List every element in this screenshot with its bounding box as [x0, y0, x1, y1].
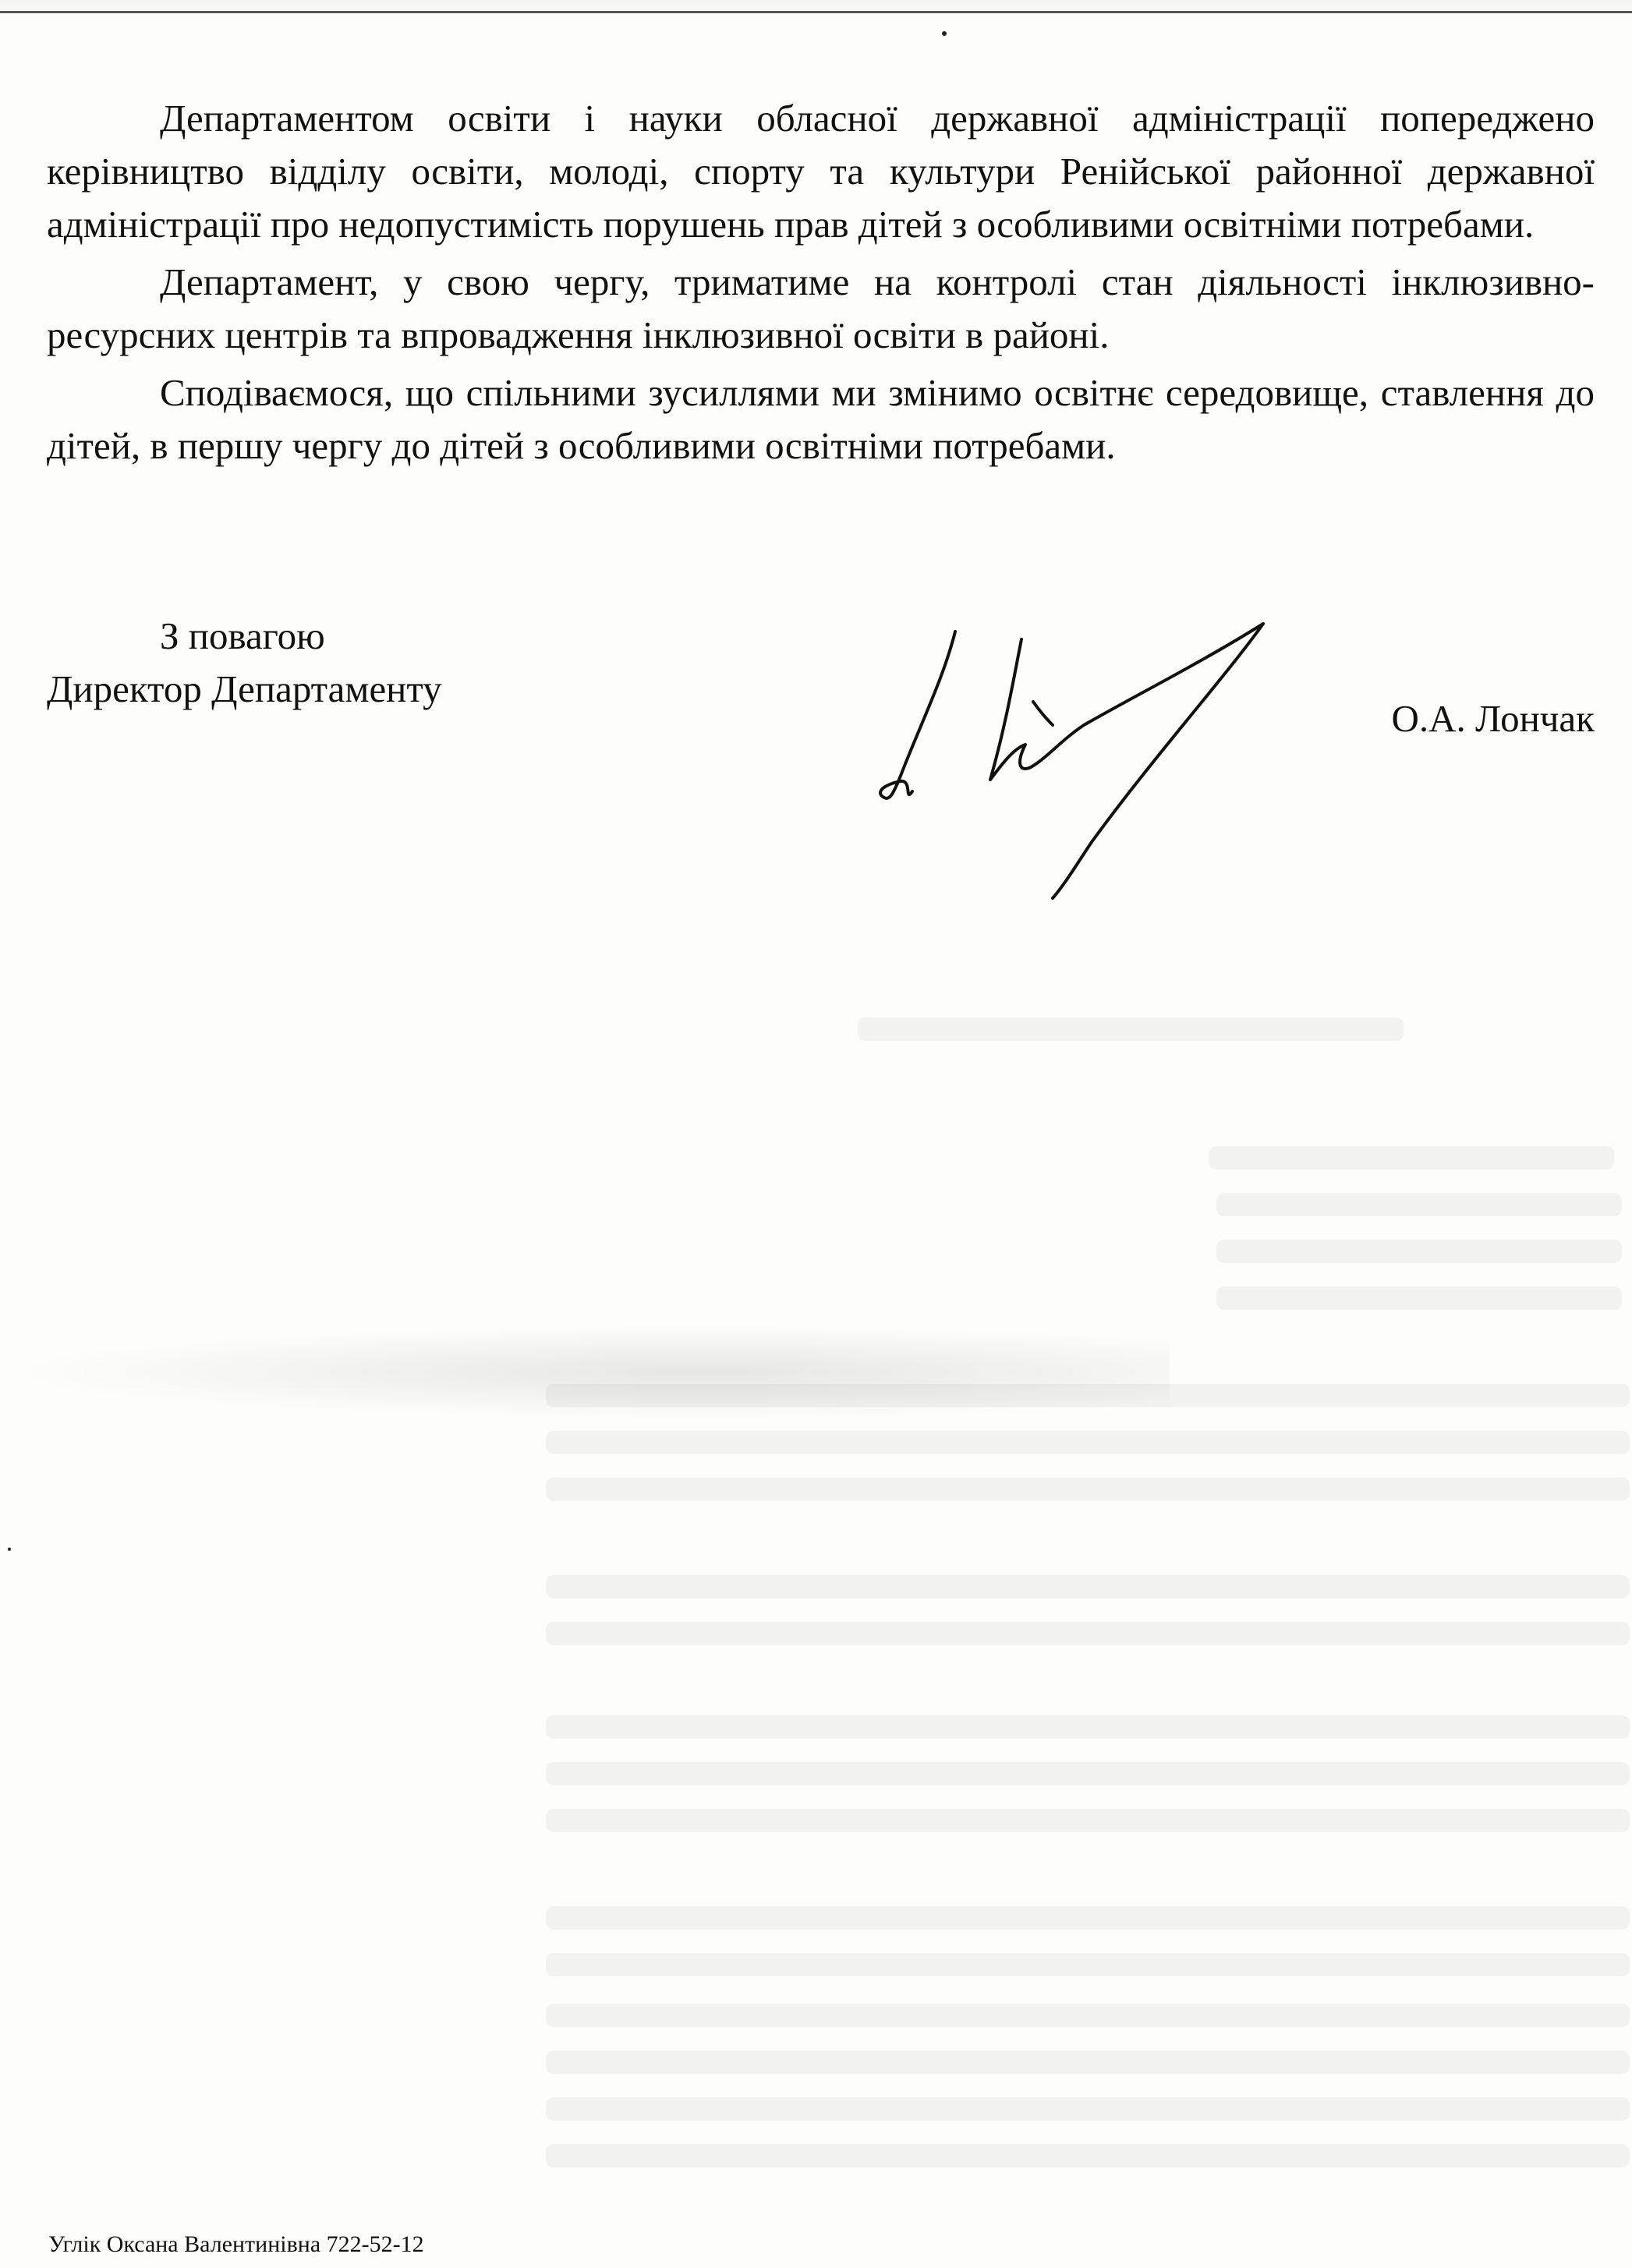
signer-position: Директор Департаменту: [47, 667, 442, 710]
letter-body: [47, 92, 1595, 477]
closing-regards: З повагою: [160, 614, 325, 657]
signer-name: О.А. Лончак: [1391, 697, 1595, 740]
bleed-through-lines: [0, 959, 1632, 2206]
paragraph-warning: Департаментом освіти і науки обласної державної адміністрації попереджено керівництво відділу освіти, молоді, спорту та культури Ренійської районної державної адміністрації про недопустимість порушень прав дітей з особливими освітніми потребами.: [47, 97, 1595, 246]
paragraph-control: Департамент, у свою чергу, триматиме на контролі стан діяльності інклюзивно-ресурсних центрів та впровадження інклюзивної освіти в районі.: [47, 260, 1595, 356]
closing-block: [47, 610, 1595, 740]
scan-edge: [0, 0, 1632, 17]
paragraph-hope: Сподіваємося, що спільними зусиллями ми змінимо освітнє середовище, ставлення до дітей, в першу чергу до дітей з особливими освітніми потребами.: [47, 371, 1595, 467]
executor-footer: Углік Оксана Валентинівна 722-52-12: [48, 2231, 424, 2257]
handwritten-signature-icon: [858, 608, 1294, 904]
scan-dot: [942, 31, 947, 36]
top-rule: [0, 11, 1632, 13]
